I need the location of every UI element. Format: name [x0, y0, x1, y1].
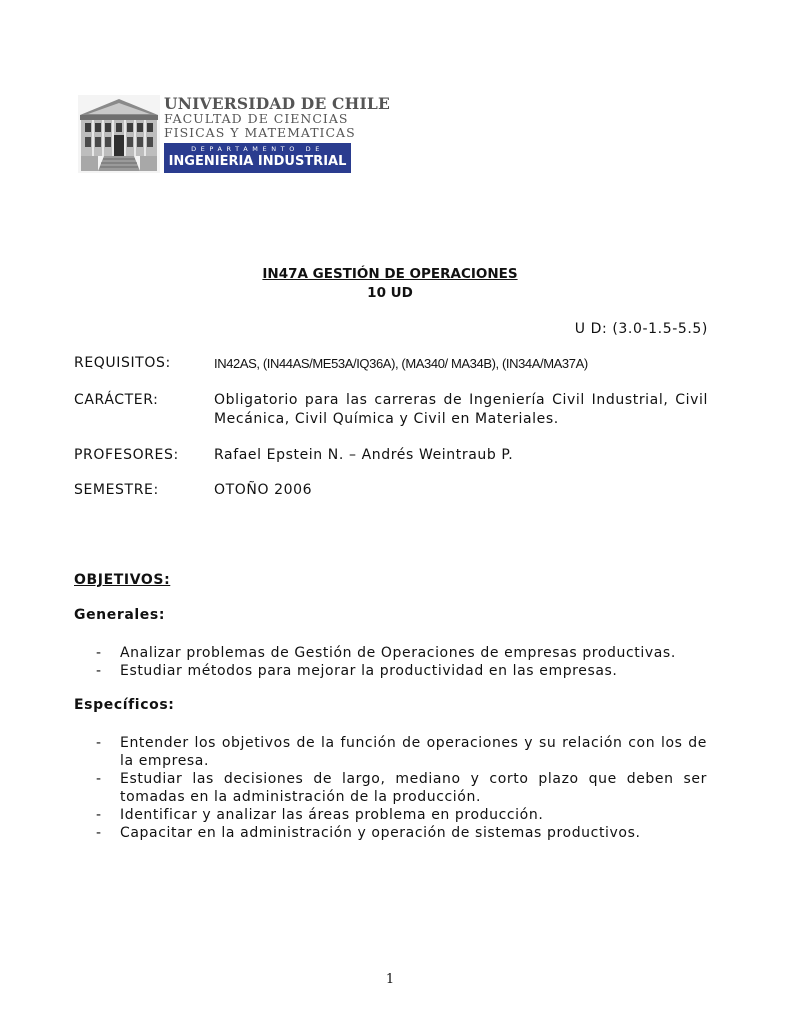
list-item-text: Capacitar en la administración y operación de sistemas productivos.: [120, 825, 641, 841]
ud-breakdown: U D: (3.0-1.5-5.5): [574, 321, 708, 337]
caracter-value: Obligatorio para las carreras de Ingeniería Civil Industrial, Civil Mecánica, Civil Química y Civil en Materiales.: [214, 392, 708, 427]
list-bullet: -: [96, 735, 102, 751]
list-bullet: -: [96, 771, 102, 787]
list-bullet: -: [96, 807, 102, 823]
list-item: [96, 734, 707, 770]
profesores-label: PROFESORES:: [74, 447, 179, 463]
course-title: IN47A GESTIÓN DE OPERACIONES: [262, 266, 518, 282]
logo-faculty-line1: FACULTAD DE CIENCIAS: [164, 111, 349, 126]
logo-faculty-line2: FISICAS Y MATEMATICAS: [164, 125, 356, 140]
specific-objectives-list: [96, 734, 707, 842]
list-item: [96, 806, 707, 824]
list-item-text: Entender los objetivos de la función de operaciones y su relación con los de la empresa.: [120, 735, 707, 769]
profesores-value: Rafael Epstein N. – Andrés Weintraub P.: [214, 447, 514, 463]
list-item: [96, 662, 707, 680]
list-item-text: Analizar problemas de Gestión de Operaciones de empresas productivas.: [120, 645, 676, 661]
list-item-text: Estudiar las decisiones de largo, mediano y corto plazo que deben ser tomadas en la administración de la producción.: [120, 771, 707, 805]
semestre-label: SEMESTRE:: [74, 482, 159, 498]
university-logo: [78, 94, 391, 173]
semestre-value: OTOÑO 2006: [214, 482, 313, 498]
course-units: 10 UD: [367, 285, 413, 301]
requisitos-label: REQUISITOS:: [74, 355, 171, 371]
page-number: 1: [385, 972, 395, 987]
university-building-icon: [78, 95, 160, 173]
list-item-text: Identificar y analizar las áreas problema en producción.: [120, 807, 544, 823]
logo-department-name: INGENIERIA INDUSTRIAL: [168, 154, 347, 169]
general-objectives-list: [96, 644, 707, 680]
list-item: [96, 770, 707, 806]
objectives-heading: OBJETIVOS:: [74, 572, 171, 588]
list-bullet: -: [96, 825, 102, 841]
logo-university-name: UNIVERSIDAD DE CHILE: [164, 94, 391, 113]
list-bullet: -: [96, 645, 102, 661]
list-item: [96, 644, 707, 662]
logo-department-label: DEPARTAMENTO DE: [191, 145, 324, 153]
list-item-text: Estudiar métodos para mejorar la productividad en las empresas.: [120, 663, 618, 679]
caracter-label: CARÁCTER:: [74, 392, 159, 408]
logo-department-band: [164, 143, 351, 173]
requisitos-value: IN42AS, (IN44AS/ME53A/IQ36A), (MA340/ MA34B), (IN34A/MA37A): [214, 356, 588, 371]
list-item: [96, 824, 707, 842]
list-bullet: -: [96, 663, 102, 679]
general-objectives-heading: Generales:: [74, 607, 166, 623]
specific-objectives-heading: Específicos:: [74, 697, 175, 713]
